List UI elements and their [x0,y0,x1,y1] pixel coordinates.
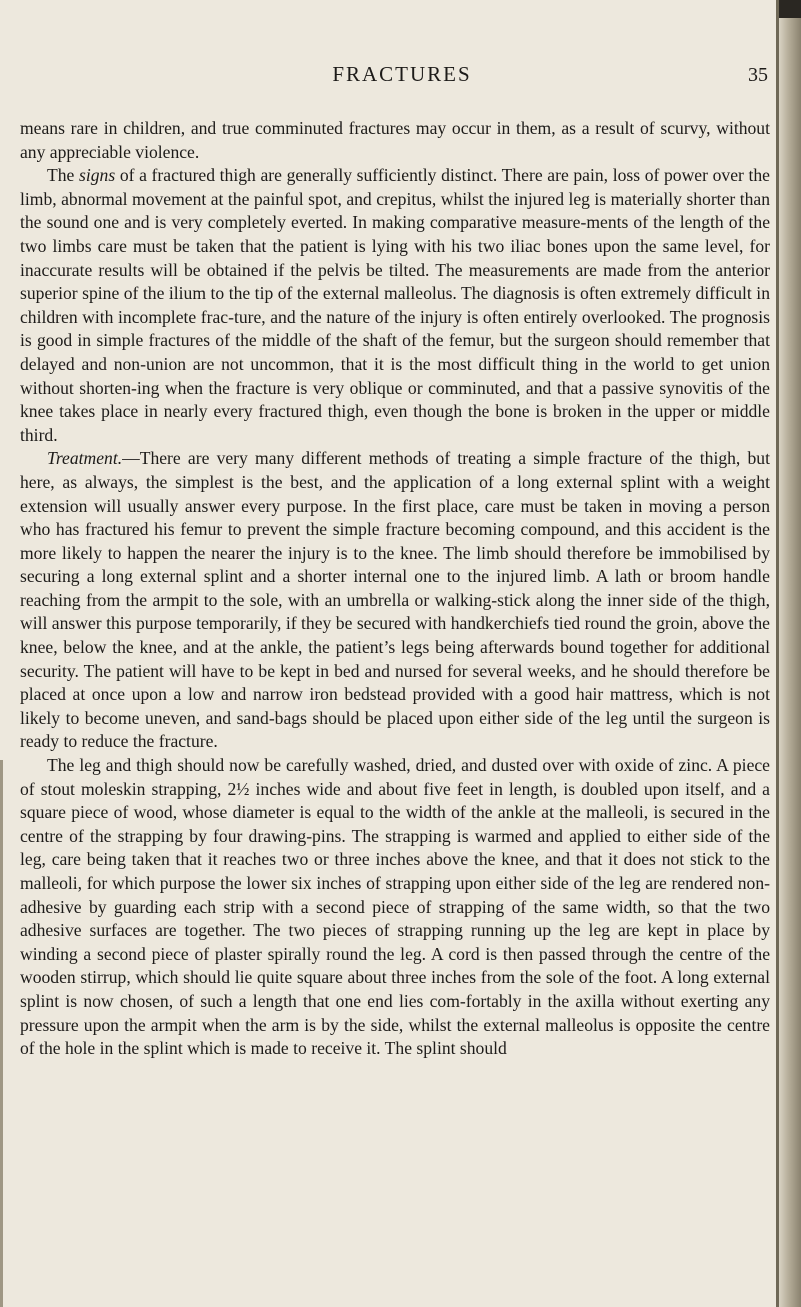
paragraph-4 [20,754,770,1061]
left-edge-shadow [0,760,3,1307]
section-heading-treatment: Treatment. [47,448,123,469]
paragraph-2 [20,164,770,447]
italic-term: signs [79,165,116,186]
paragraph-1 [20,117,770,164]
corner-shadow [779,0,801,18]
page-edge [779,0,801,1307]
paragraph-text: The leg and thigh should now be carefully washed, dried, and dusted over with oxide of zinc. A piece of stout moleskin strapping, 2½ inches wide and about five feet in length, is doubled upon itself, and a square piece of wood, whose diameter is equal to the width of the ankle at the malleoli, is secured in the centre of the strapping by four drawing-pins. The strapping is warmed and applied to either side of the leg, care being taken that it reaches two or three inches above the knee, and that it does not stick to the malleoli, for which purpose the lower six inches of strapping upon either side of the leg are rendered non-adhesive by guarding each strip with a second piece of strapping of the same width, so that the two adhesive surfaces are together. The two pieces of strapping running up the leg are kept in place by winding a second piece of plaster spirally round the leg. A cord is then passed through the centre of the wooden stirrup, which should lie quite square about three inches from the sole of the foot. A long external splint is now chosen, of such a length that one end lies com-fortably in the axilla without exerting any pressure upon the armpit when the arm is by the side, whilst the external malleolus is opposite the centre of the hole in the splint which is made to receive it. The splint should [20,755,770,1059]
paragraph-text: —There are very many different methods of treating a simple fracture of the thigh, but here, as always, the simplest is the best, and the application of a long external splint with a weight extension will usually answer every purpose. In the first place, care must be taken in moving a person who has fractured his femur to prevent the simple fracture becoming compound, and this accident is the more likely to happen the nearer the injury is to the knee. The limb should therefore be immobilised by securing a long external splint and a shorter internal one to the injured limb. A lath or broom handle reaching from the armpit to the sole, with an umbrella or walking-stick along the inner side of the thigh, will answer this purpose temporarily, if they be secured with handkerchiefs tied round the groin, above the knee, below the knee, and at the ankle, the patient’s legs being afterwards bound together for additional security. The patient will have to be kept in bed and nursed for several weeks, and he should therefore be placed at once upon a low and narrow iron bedstead provided with a good hair mattress, which is not likely to become uneven, and sand-bags should be placed upon either side of the leg until the surgeon is ready to reduce the fracture. [20,448,770,752]
paragraph-text: of a fractured thigh are generally sufficiently distinct. There are pain, loss of power over the limb, abnormal movement at the painful spot, and crepitus, whilst the injured leg is materially shorter than the sound one and is very completely everted. In making comparative measure-ments of the length of the two limbs care must be taken that the patient is lying with his two iliac bones upon the same level, for inaccurate results will be obtained if the pelvis be tilted. The measurements are made from the anterior superior spine of the ilium to the tip of the external malleolus. The diagnosis is often extremely difficult in children with incomplete frac-ture, and the nature of the injury is often entirely overlooked. The prognosis is good in simple fractures of the middle of the shaft of the femur, but the surgeon should remember that delayed and non-union are not uncommon, that it is the most difficult thing in the world to get union without shorten-ing when the fracture is very oblique or comminuted, and that a passive synovitis of the knee takes place in nearly every fractured thigh, even though the bone is broken in the upper or middle third. [20,165,770,445]
page-number: 35 [748,64,768,86]
running-head: FRACTURES [332,62,472,86]
body-text [20,117,770,1061]
paragraph-text: means rare in children, and true comminuted fractures may occur in them, as a result of scurvy, without any appreciable violence. [20,118,770,162]
paragraph-3 [20,447,770,754]
paragraph-lead: The [47,165,79,186]
